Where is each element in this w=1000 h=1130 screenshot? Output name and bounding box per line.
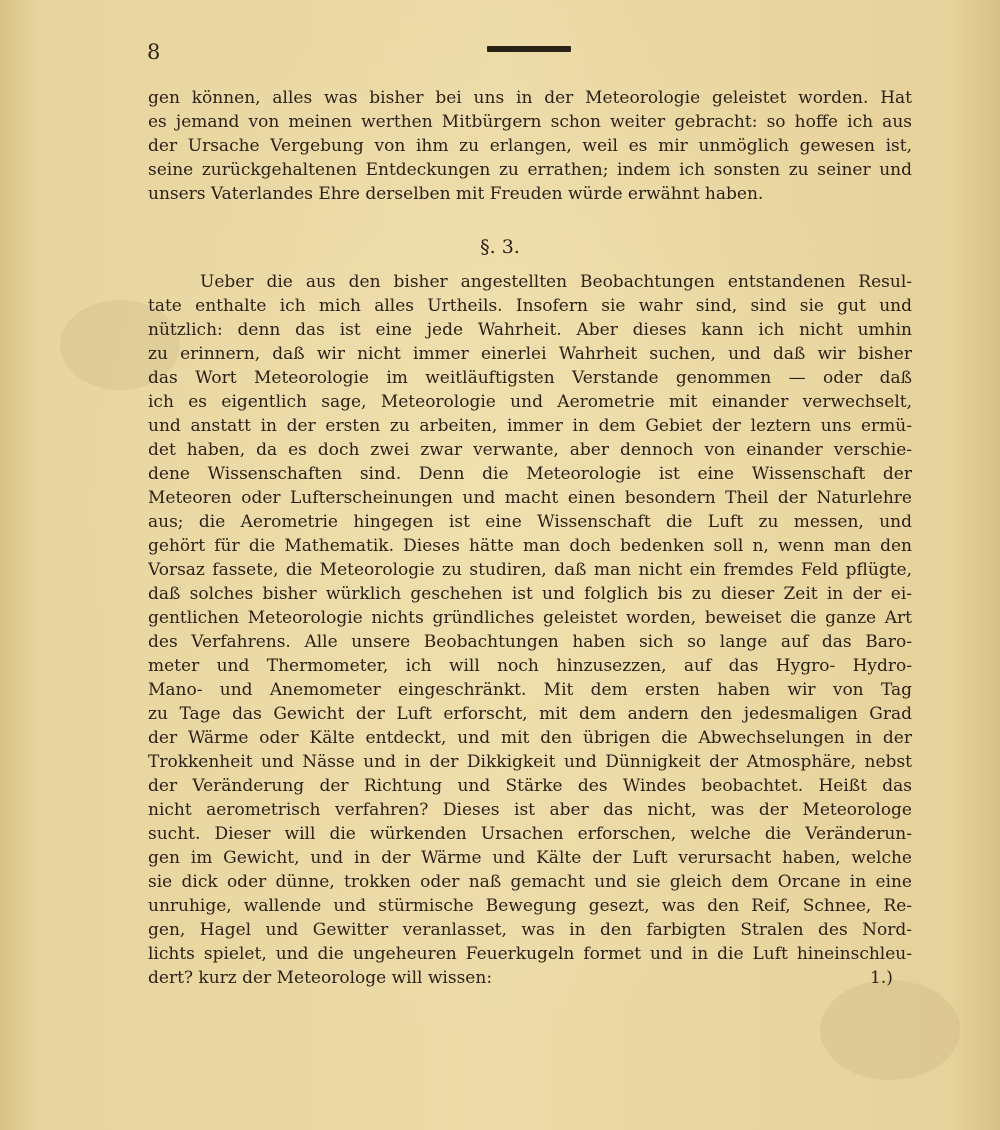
text-line: Ueber die aus den bisher angestellten Beobachtungen entstandenen Resul- (200, 272, 912, 292)
text-line: Mano- und Anemometer eingeschränkt. Mit dem ersten haben wir von Tag (148, 680, 912, 700)
text-line: dert? kurz der Meteorologe will wissen: (148, 968, 493, 988)
text-line: seine zurückgehaltenen Entdeckungen zu errathen; indem ich sonsten zu seiner und (148, 160, 912, 180)
text-line: sucht. Dieser will die würkenden Ursachen erforschen, welche die Veränderun- (148, 824, 912, 844)
text-line: tate enthalte ich mich alles Urtheils. Insofern sie wahr sind, sind sie gut und (148, 296, 912, 316)
text-line: ich es eigentlich sage, Meteorologie und Aerometrie mit einander verwechselt, (148, 392, 912, 412)
paper-stain (820, 980, 960, 1080)
text-line: meter und Thermometer, ich will noch hinzusezzen, auf das Hygro- Hydro- (148, 656, 912, 676)
text-line: der Wärme oder Kälte entdeckt, und mit den übrigen die Abwechselungen in der (148, 728, 912, 748)
text-line: nützlich: denn das ist eine jede Wahrheit. Aber dieses kann ich nicht umhin (148, 320, 912, 340)
section-heading: §. 3. (480, 236, 520, 258)
text-line: gentlichen Meteorologie nichts gründliches geleistet worden, beweiset die ganze Art (148, 608, 912, 628)
page-number: 8 (147, 40, 161, 64)
text-line: gen, Hagel und Gewitter veranlasset, was in den farbigten Stralen des Nord- (148, 920, 912, 940)
text-line: lichts spielet, und die ungeheuren Feuerkugeln formet und in die Luft hineinschleu- (148, 944, 912, 964)
text-line: zu erinnern, daß wir nicht immer einerlei Wahrheit suchen, und daß wir bisher (148, 344, 912, 364)
text-line: nicht aerometrisch verfahren? Dieses ist aber das nicht, was der Meteorologe (148, 800, 912, 820)
text-line: unsers Vaterlandes Ehre derselben mit Freuden würde erwähnt haben. (148, 184, 764, 204)
text-line: das Wort Meteorologie im weitläuftigsten Verstande genommen — oder daß (148, 368, 912, 388)
text-line: zu Tage das Gewicht der Luft erforscht, mit dem andern den jedesmaligen Grad (148, 704, 912, 724)
text-line: dene Wissenschaften sind. Denn die Meteorologie ist eine Wissenschaft der (148, 464, 912, 484)
text-line: Vorsaz fassete, die Meteorologie zu studiren, daß man nicht ein fremdes Feld pflügte, (148, 560, 912, 580)
text-line: sie dick oder dünne, trokken oder naß gemacht und sie gleich dem Orcane in eine (148, 872, 912, 892)
text-line: gehört für die Mathematik. Dieses hätte man doch bedenken soll n, wenn man den (148, 536, 912, 556)
text-line: es jemand von meinen werthen Mitbürgern schon weiter gebracht: so hoffe ich aus (148, 112, 912, 132)
catchword: 1.) (870, 968, 893, 988)
text-line: des Verfahrens. Alle unsere Beobachtungen haben sich so lange auf das Baro- (148, 632, 912, 652)
text-line: det haben, da es doch zwei zwar verwante, aber dennoch von einander verschie- (148, 440, 912, 460)
text-line: und anstatt in der ersten zu arbeiten, immer in dem Gebiet der leztern uns ermü- (148, 416, 912, 436)
text-line: gen im Gewicht, und in der Wärme und Kälte der Luft verursacht haben, welche (148, 848, 912, 868)
text-line: der Ursache Vergebung von ihm zu erlangen, weil es mir unmöglich gewesen ist, (148, 136, 912, 156)
text-line: aus; die Aerometrie hingegen ist eine Wissenschaft die Luft zu messen, und (148, 512, 912, 532)
text-line: unruhige, wallende und stürmische Bewegung gesezt, was den Reif, Schnee, Re- (148, 896, 912, 916)
text-line: daß solches bisher würklich geschehen ist und folglich bis zu dieser Zeit in der ei- (148, 584, 912, 604)
text-line: Trokkenheit und Nässe und in der Dikkigkeit und Dünnigkeit der Atmosphäre, nebst (148, 752, 912, 772)
text-line: Meteoren oder Lufterscheinungen und macht einen besondern Theil der Naturlehre (148, 488, 912, 508)
text-line: der Veränderung der Richtung und Stärke des Windes beobachtet. Heißt das (148, 776, 912, 796)
header-rule (487, 46, 571, 52)
text-line: gen können, alles was bisher bei uns in der Meteorologie geleistet worden. Hat (148, 88, 912, 108)
